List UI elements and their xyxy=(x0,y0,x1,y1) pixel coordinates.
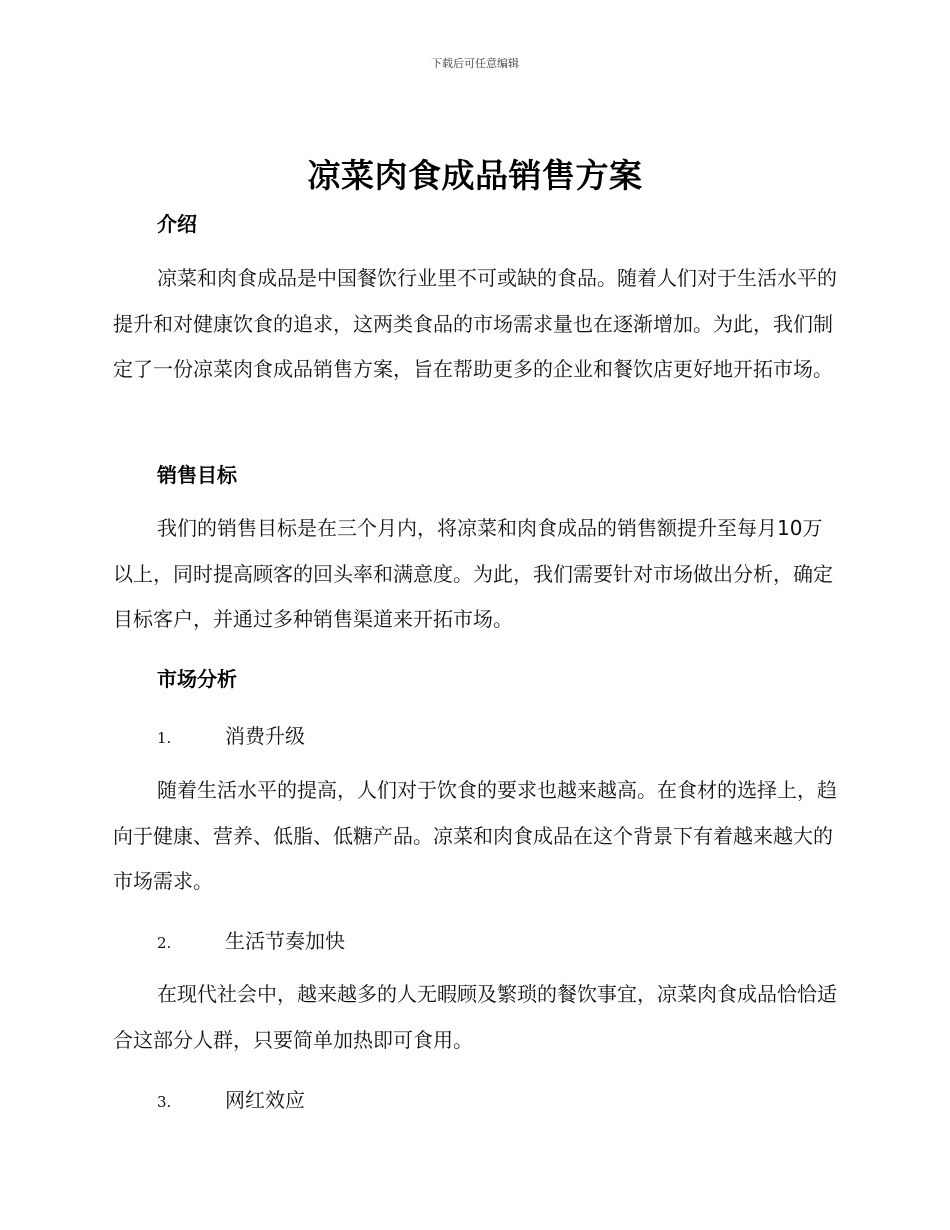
section-heading-market: 市场分析 xyxy=(157,667,237,691)
goals-paragraph: 我们的销售目标是在三个月内，将凉菜和肉食成品的销售额提升至每月10万以上，同时提高顾客的回头率和满意度。为此，我们需要针对市场做出分析，确定目标客户，并通过多种销售渠道来开拓市场。 xyxy=(113,516,833,631)
header-note: 下载后可任意编辑 xyxy=(431,57,519,70)
faster-pace-paragraph: 在现代社会中，越来越多的人无暇顾及繁琐的餐饮事宜，凉菜肉食成品恰恰适合这部分人群，只要简单加热即可食用。 xyxy=(113,982,837,1052)
list-number: 3. xyxy=(157,1093,172,1111)
list-number: 2. xyxy=(157,934,172,952)
list-label: 生活节奏加快 xyxy=(225,929,345,953)
section-heading-goals: 销售目标 xyxy=(157,463,237,487)
list-item-consumption-upgrade xyxy=(157,720,305,749)
list-label: 消费升级 xyxy=(225,724,305,748)
section-heading-intro: 介绍 xyxy=(157,212,197,236)
consumption-upgrade-paragraph: 随着生活水平的提高，人们对于饮食的要求也越来越高。在食材的选择上，趋向于健康、营养、低脂、低糖产品。凉菜和肉食成品在这个背景下有着越来越大的市场需求。 xyxy=(113,778,837,893)
intro-paragraph: 凉菜和肉食成品是中国餐饮行业里不可或缺的食品。随着人们对于生活水平的提升和对健康饮食的追求，这两类食品的市场需求量也在逐渐增加。为此，我们制定了一份凉菜肉食成品销售方案，旨在帮助更多的企业和餐饮店更好地开拓市场。 xyxy=(113,266,837,381)
document-title: 凉菜肉食成品销售方案 xyxy=(307,156,643,195)
list-label: 网红效应 xyxy=(225,1088,305,1112)
list-number: 1. xyxy=(157,729,172,747)
list-item-influencer-effect xyxy=(157,1084,305,1113)
list-item-faster-pace xyxy=(157,925,345,954)
